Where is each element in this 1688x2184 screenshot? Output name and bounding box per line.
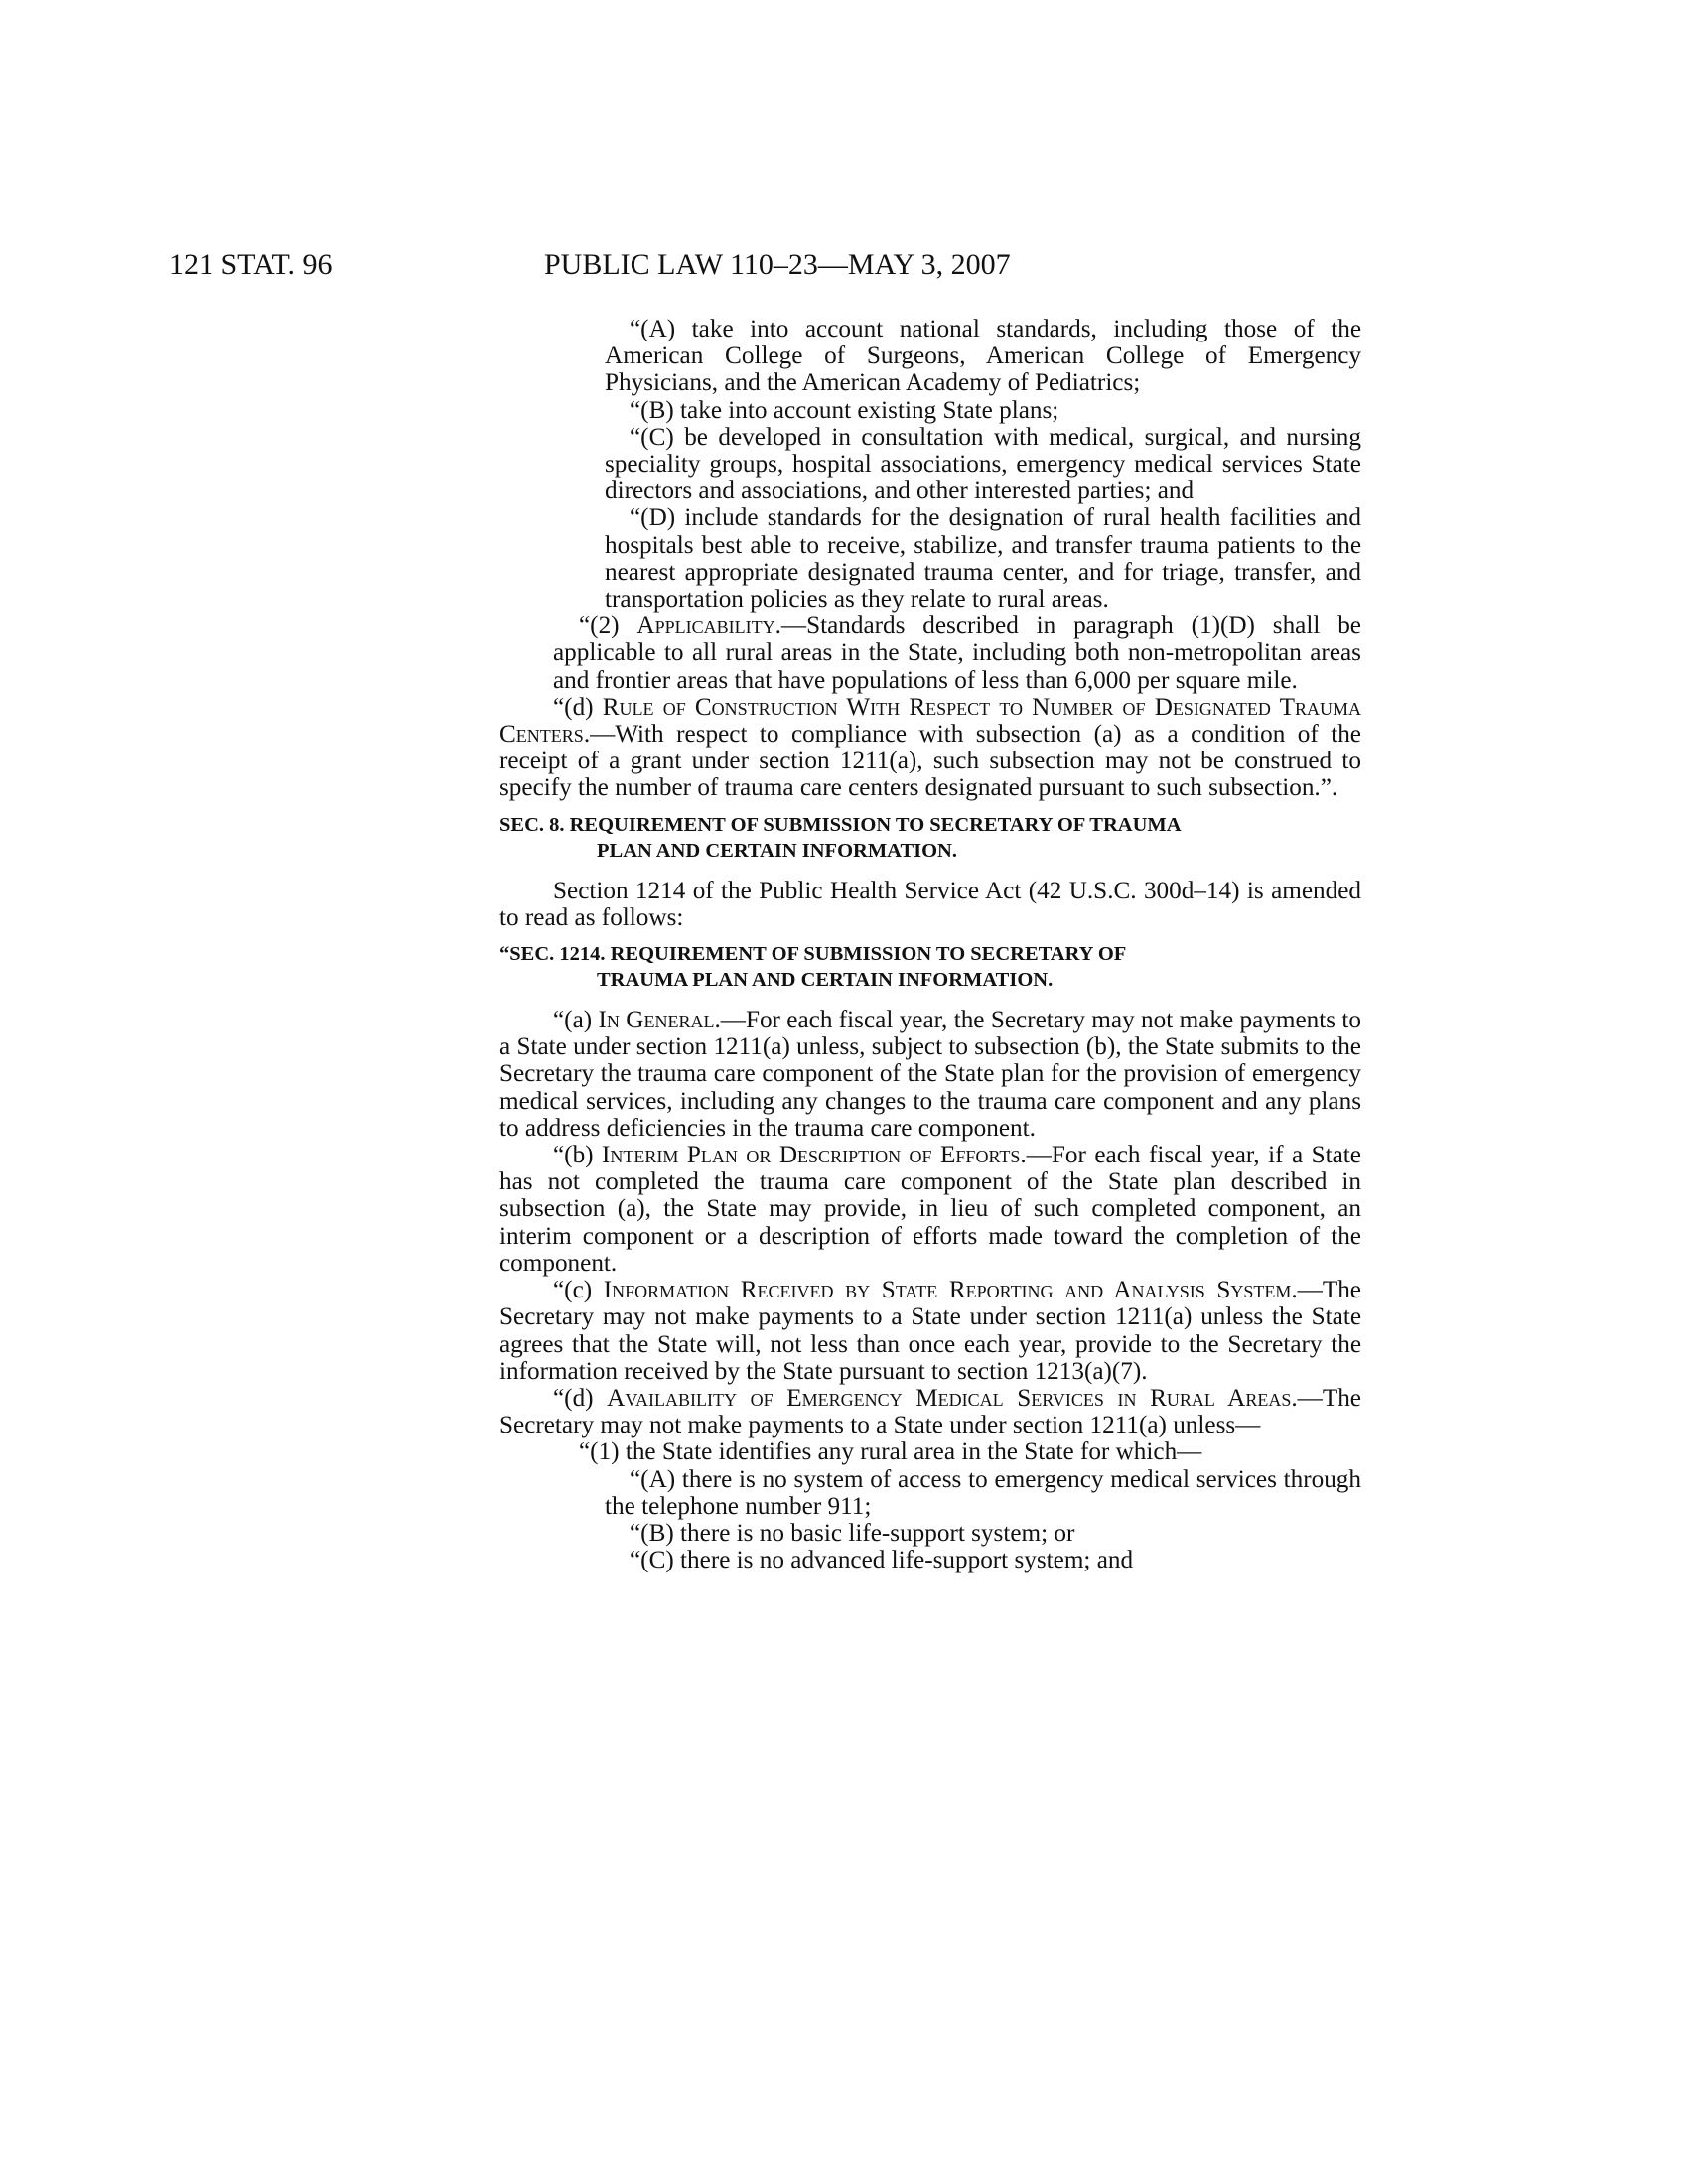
subsection-b-lead: “(b) xyxy=(553,1142,603,1169)
para-d-rule-of-construction xyxy=(499,694,1361,802)
section-8-body: Section 1214 of the Public Health Service Act (42 U.S.C. 300d–14) is amended to read as follows: xyxy=(499,877,1361,931)
para-1B: “(B) take into account existing State plans; xyxy=(630,396,1059,424)
section-8-heading-line2: PLAN AND CERTAIN INFORMATION. xyxy=(597,839,957,862)
document-body xyxy=(499,316,1361,1573)
section-8-heading xyxy=(499,812,1361,864)
subsection-b-interim-plan xyxy=(499,1142,1361,1277)
section-8-heading-line1: SEC. 8. REQUIREMENT OF SUBMISSION TO SECRETARY OF TRAUMA xyxy=(499,813,1182,836)
section-1214-heading-line1: “SEC. 1214. REQUIREMENT OF SUBMISSION TO SECRETARY OF xyxy=(499,943,1127,966)
subsection-b-heading: Interim Plan or Description of Efforts xyxy=(602,1142,1021,1169)
subsection-d-heading: Availability of Emergency Medical Services in Rural Areas xyxy=(607,1384,1292,1412)
subsection-c-information-received xyxy=(499,1277,1361,1385)
subsection-d-text: .—The Secretary may not make payments to a State under section 1211(a) unless— xyxy=(499,1384,1361,1439)
para-d-heading: Rule of Construction With Respect to Number of Designated Trauma Centers xyxy=(499,693,1361,749)
subsection-c-lead: “(c) xyxy=(553,1277,604,1304)
section-1214-heading-line2: TRAUMA PLAN AND CERTAIN INFORMATION. xyxy=(597,969,1054,992)
para-d-text: .—With respect to compliance with subsection (a) as a condition of the receipt of a grant under section 1211(a), such subsection may not be construed to specify the number of trauma care centers designated pursuant to such subsection.”. xyxy=(499,721,1361,802)
page-header xyxy=(0,248,1688,288)
para-2-text: .—Standards described in paragraph (1)(D) shall be applicable to all rural areas in the State, including both non-metropolitan areas and frontier areas that have populations of less than 6,000 per square mile. xyxy=(553,613,1361,694)
para-2-heading: Applicability xyxy=(636,613,775,640)
subsection-a-in-general xyxy=(499,1007,1361,1142)
paragraph-d1: “(1) the State identifies any rural area in the State for which— xyxy=(579,1438,1202,1466)
subsection-a-lead: “(a) xyxy=(553,1007,599,1034)
stat-page-number: 121 STAT. 96 xyxy=(169,248,333,281)
para-1D: “(D) include standards for the designation of rural health facilities and hospitals best able to receive, stabilize, and transfer trauma patients to the nearest appropriate designated trauma center, and for triage, transfer, and transportation policies as they relate to rural areas. xyxy=(605,504,1361,614)
para-1C: “(C) be developed in consultation with medical, surgical, and nursing speciality groups, hospital associations, emergency medical services State directors and associations, and other interested parties; and xyxy=(605,423,1361,505)
subparagraph-dC: “(C) there is no advanced life-support system; and xyxy=(630,1547,1134,1574)
subsection-c-heading: Information Received by State Reporting and Analysis System xyxy=(603,1277,1292,1304)
section-1214-heading xyxy=(499,941,1361,993)
subsection-a-heading: In General xyxy=(598,1007,715,1034)
para-1A: “(A) take into account national standards, including those of the American College of Surgeons, American College of Emergency Physicians, and the American Academy of Pediatrics; xyxy=(605,316,1361,397)
subparagraph-dA: “(A) there is no system of access to emergency medical services through the telephone number 911; xyxy=(605,1465,1361,1520)
para-d-lead: “(d) xyxy=(553,693,603,721)
public-law-title: PUBLIC LAW 110–23—MAY 3, 2007 xyxy=(544,248,1011,281)
para-2-lead: “(2) xyxy=(579,613,637,640)
subsection-b-text: .—For each fiscal year, if a State has not completed the trauma care component of the State plan described in subsection (a), the State may provide, in lieu of such completed component, an interim component or a description of efforts made toward the completion of the component. xyxy=(499,1142,1361,1277)
subsection-d-availability xyxy=(499,1385,1361,1438)
subparagraph-dB: “(B) there is no basic life-support system; or xyxy=(630,1519,1075,1547)
subsection-d-lead: “(d) xyxy=(553,1384,608,1412)
subsection-a-text: .—For each fiscal year, the Secretary may not make payments to a State under section 1211(a) unless, subject to subsection (b), the State submits to the Secretary the trauma care component of the State plan for the provision of emergency medical services, including any changes to the trauma care component and any plans to address deficiencies in the trauma care component. xyxy=(499,1007,1361,1142)
para-2-applicability xyxy=(499,613,1361,694)
subsection-c-text: .—The Secretary may not make payments to a State under section 1211(a) unless the State agrees that the State will, not less than once each year, provide to the Secretary the information received by the State pursuant to section 1213(a)(7). xyxy=(499,1277,1361,1385)
